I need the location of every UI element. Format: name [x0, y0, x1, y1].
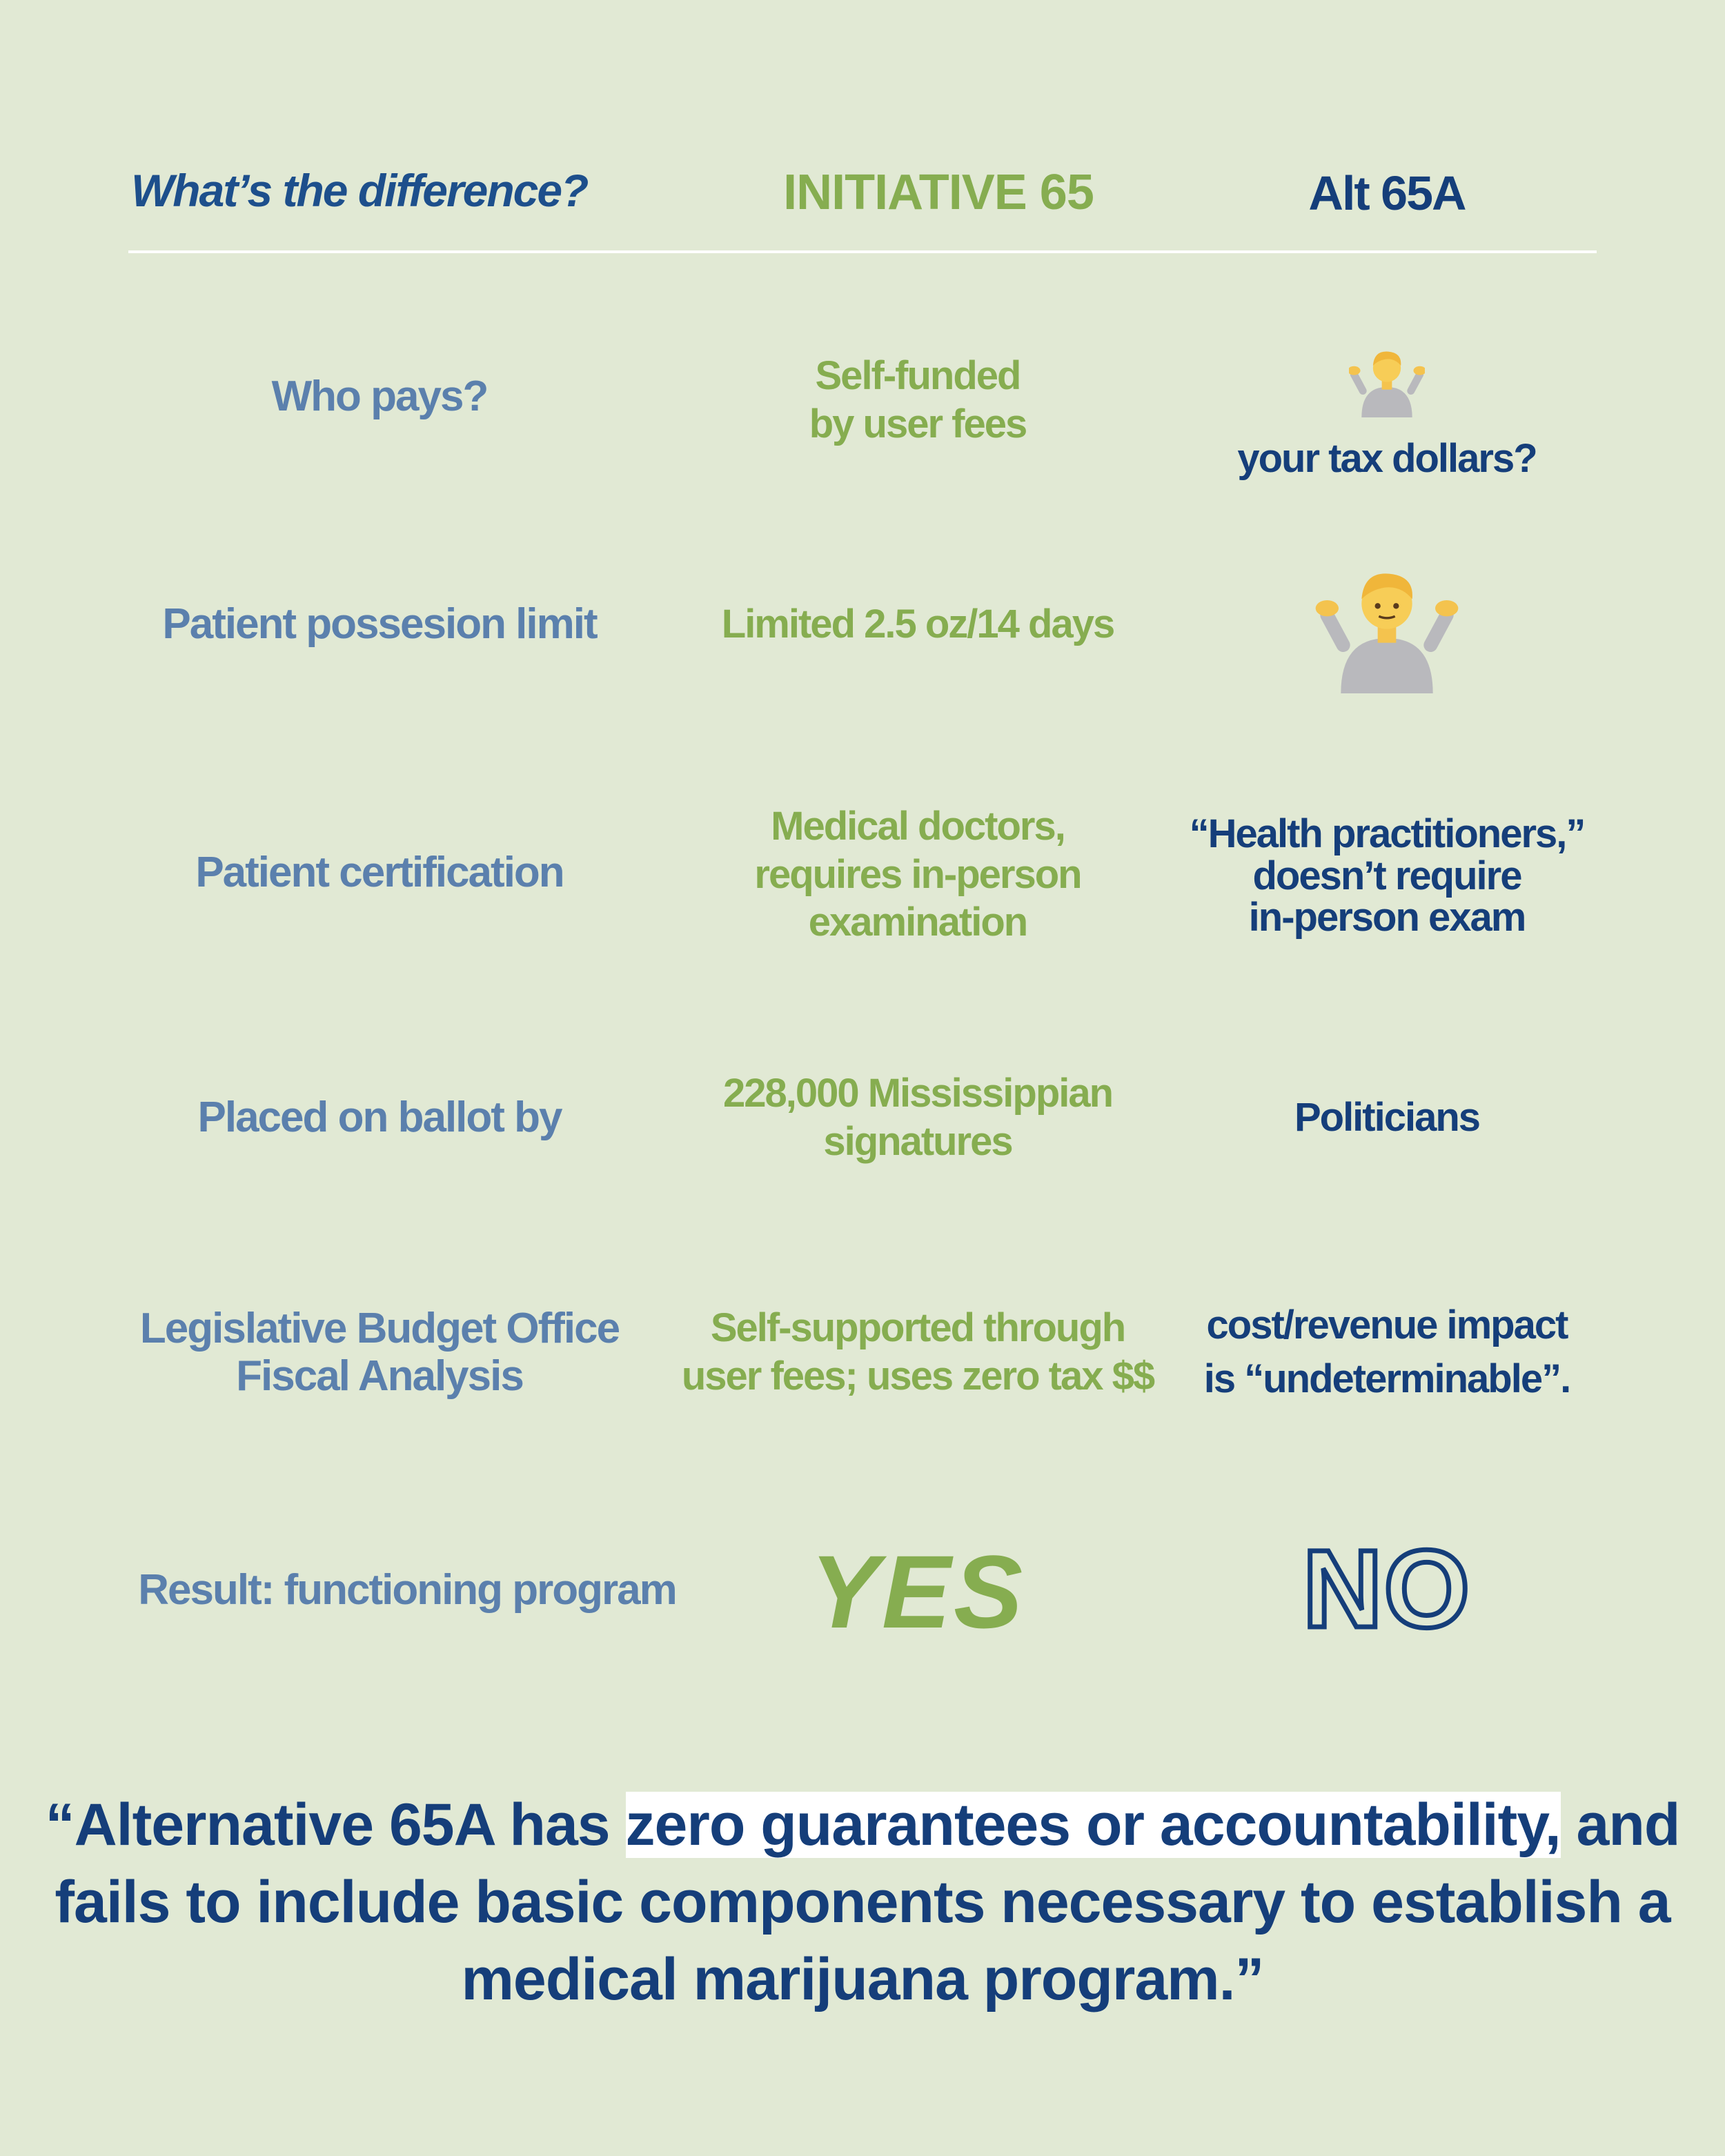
row-label-text: Placed on ballot by	[197, 1094, 562, 1142]
header-divider	[128, 250, 1597, 253]
result-yes	[662, 1532, 1173, 1652]
header-question: What’s the difference?	[131, 165, 588, 216]
alt-line: cost/revenue impact	[1206, 1302, 1568, 1347]
alt-ballot	[1145, 1080, 1628, 1156]
initiative-line: Limited 2.5 oz/14 days	[721, 602, 1114, 647]
row-label-text: Legislative Budget Office	[139, 1304, 620, 1352]
row-label-fiscal-analysis	[76, 1297, 683, 1407]
initiative-line: by user fees	[809, 402, 1027, 446]
initiative-line: requires in-person	[754, 851, 1081, 897]
row-label-certification	[76, 835, 683, 911]
initiative-who-pays	[662, 348, 1173, 452]
alt-fiscal-analysis	[1145, 1297, 1628, 1407]
result-no	[1145, 1528, 1628, 1649]
initiative-line: examination	[808, 900, 1027, 945]
initiative-line: signatures	[823, 1119, 1012, 1164]
row-label-text: Patient certification	[195, 849, 564, 897]
initiative-ballot	[662, 1066, 1173, 1169]
result-yes-text: YES	[809, 1534, 1026, 1650]
initiative-line: Medical doctors,	[771, 804, 1065, 849]
alt-line: doesn’t require	[1252, 853, 1521, 898]
initiative-line: 228,000 Mississippian	[722, 1071, 1113, 1116]
row-label-text: Patient possesion limit	[162, 600, 597, 649]
initiative-possession-limit	[662, 586, 1173, 662]
alt-possession-limit	[1145, 548, 1628, 700]
closing-quote	[41, 1787, 1684, 2018]
result-no-text: NO	[1303, 1526, 1471, 1650]
quote-text-start: “Alternative 65A has	[45, 1792, 626, 1858]
alt-who-pays	[1145, 331, 1628, 490]
person-shrugging-icon	[1349, 342, 1425, 417]
alt-line: is “undeterminable”.	[1203, 1356, 1570, 1401]
row-label-text: Fiscal Analysis	[236, 1352, 523, 1400]
row-label-text: Result: functioning program	[138, 1566, 676, 1614]
initiative-line: user fees; uses zero tax $$	[681, 1354, 1154, 1398]
alt-certification	[1145, 807, 1628, 945]
person-shrugging-icon	[1314, 555, 1459, 693]
alt-line: Politicians	[1294, 1094, 1480, 1140]
initiative-fiscal-analysis	[662, 1297, 1173, 1407]
alt-line: “Health practitioners,”	[1189, 811, 1585, 856]
alt-line: your tax dollars?	[1237, 435, 1537, 481]
row-label-who-pays	[76, 359, 683, 435]
initiative-line: Self-funded	[815, 353, 1021, 399]
row-label-text: Who pays?	[271, 373, 488, 421]
initiative-line: Self-supported through	[710, 1305, 1125, 1351]
header-initiative-65: INITIATIVE 65	[783, 165, 1094, 220]
alt-line: in-person exam	[1248, 895, 1526, 940]
quote-highlight: zero guarantees or accountability,	[625, 1792, 1561, 1858]
row-label-ballot	[76, 1080, 683, 1156]
initiative-certification	[662, 800, 1173, 949]
row-label-possession-limit	[76, 586, 683, 662]
row-label-result	[76, 1552, 738, 1628]
header-alt-65a: Alt 65A	[1308, 166, 1466, 220]
quote-text-end: and fails to include basic components necessary to establish a medical marijuana program.”	[55, 1792, 1680, 2012]
